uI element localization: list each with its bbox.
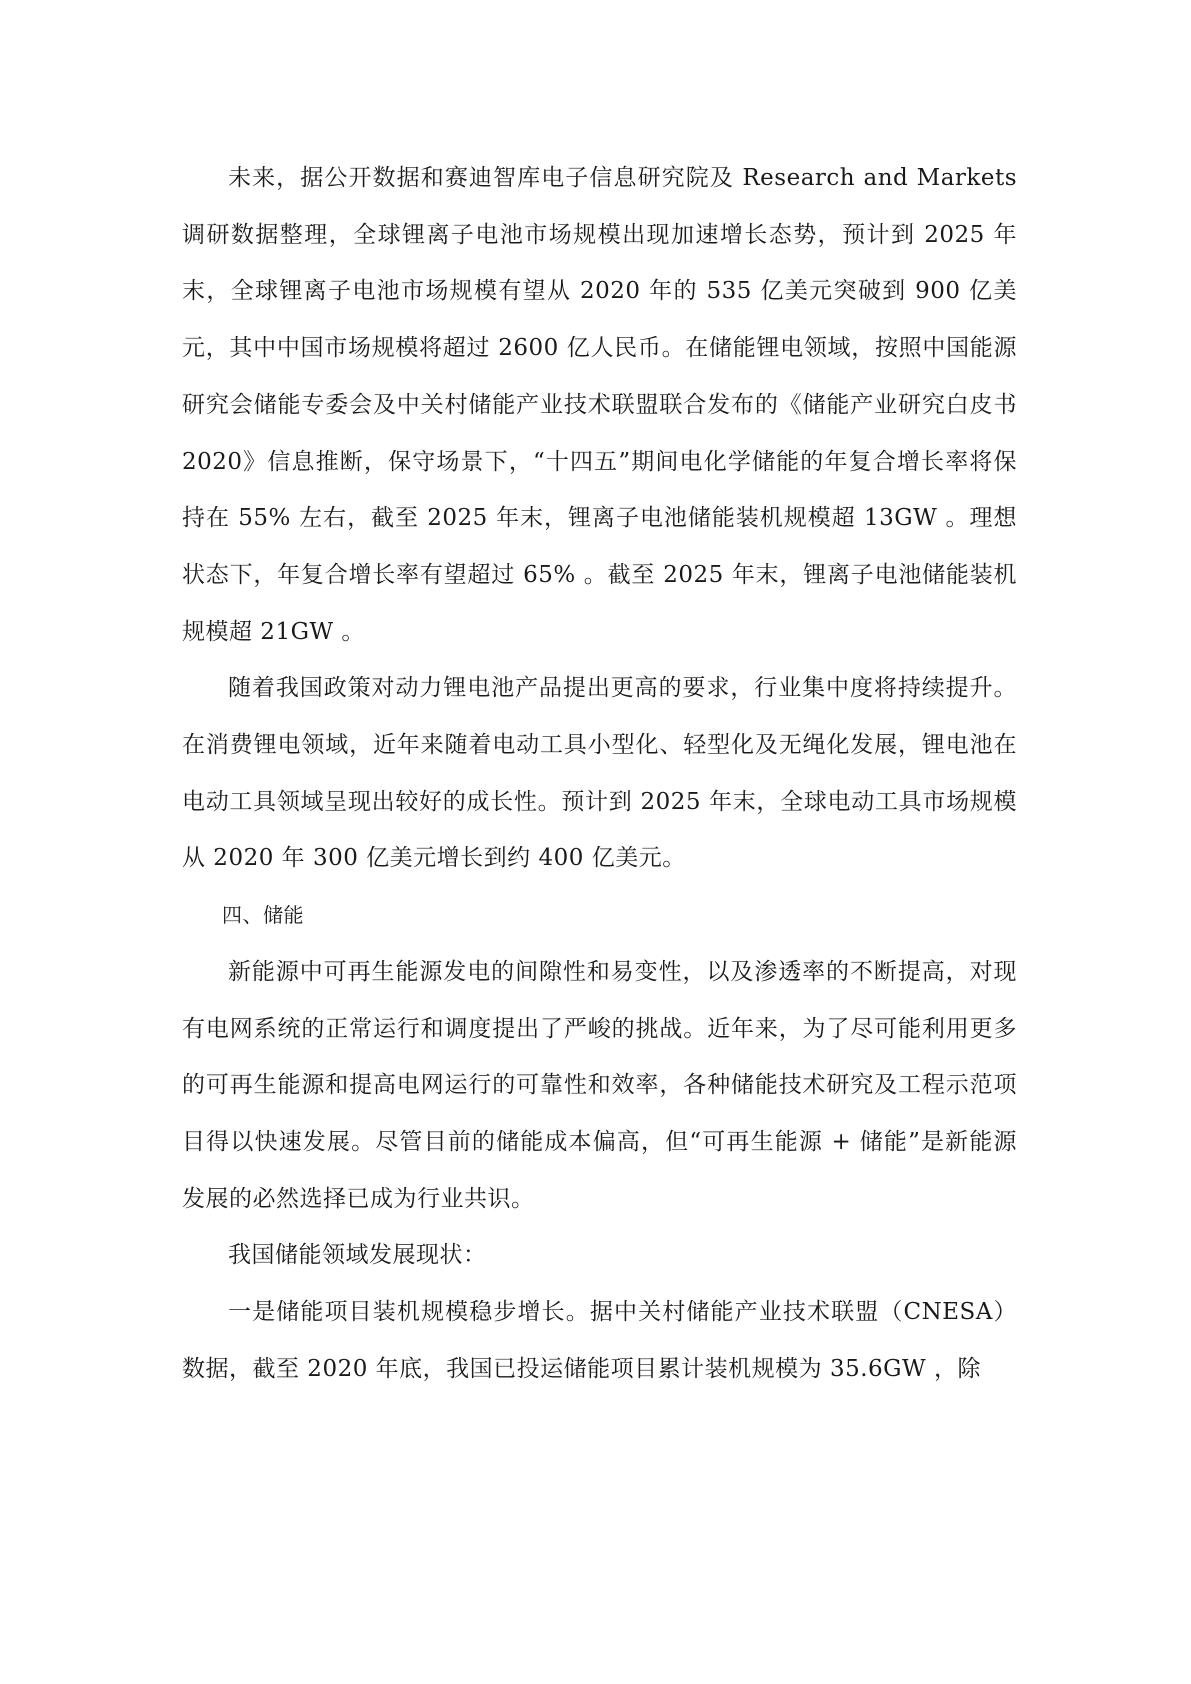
paragraph-renewable-intermittency: 新能源中可再生能源发电的间隙性和易变性，以及渗透率的不断提高，对现有电网系统的正常运行和调度提出了严峻的挑战。近年来，为了尽可能利用更多的可再生能源和提高电网运行的可靠性和效率，各种储能技术研究及工程示范项目得以快速发展。尽管目前的储能成本偏高，但“可再生能源 + 储能”是新能源发展的必然选择已成为行业共识。 bbox=[182, 958, 1017, 1212]
paragraph-power-battery-concentration: 随着我国政策对动力锂电池产品提出更高的要求，行业集中度将持续提升。在消费锂电领域，近年来随着电动工具小型化、轻型化及无绳化发展，锂电池在电动工具领域呈现出较好的成长性。预计到 2025 年末，全球电动工具市场规模从 2020 年 300 亿美元增长到约 400 亿美元。 bbox=[182, 675, 1017, 872]
section-heading-energy-storage: 四、储能 bbox=[222, 903, 304, 928]
paragraph-storage-status-intro: 我国储能领域发展现状： bbox=[228, 1242, 487, 1269]
paragraph-li-ion-market-forecast: 未来，据公开数据和赛迪智库电子信息研究院及 Research and Markets 调研数据整理，全球锂离子电池市场规模出现加速增长态势，预计到 2025 年末，全球锂离子电池市场规模有望从 2020 年的 535 亿美元突破到 900 亿美元，其中中国市场规模将超过 2600 亿人民币。在储能锂电领域，按照中国能源研究会储能专委会及中关村储能产业技术联盟联合发布的《储能产业研究白皮书 2020》信息推断，保守场景下，“十四五”期间电化学储能的年复合增长率将保持在 55% 左右，截至 2025 年末，锂离子电池储能装机规模超 13GW 。理想状态下，年复合增长率有望超过 65% 。截至 2025 年末，锂离子电池储能装机规模超 21GW 。 bbox=[182, 165, 1017, 645]
paragraph-storage-installed-capacity: 一是储能项目装机规模稳步增长。据中关村储能产业技术联盟（CNESA）数据，截至 2020 年底，我国已投运储能项目累计装机规模为 35.6GW ，除 bbox=[182, 1299, 1017, 1382]
document-body bbox=[182, 150, 1017, 1397]
